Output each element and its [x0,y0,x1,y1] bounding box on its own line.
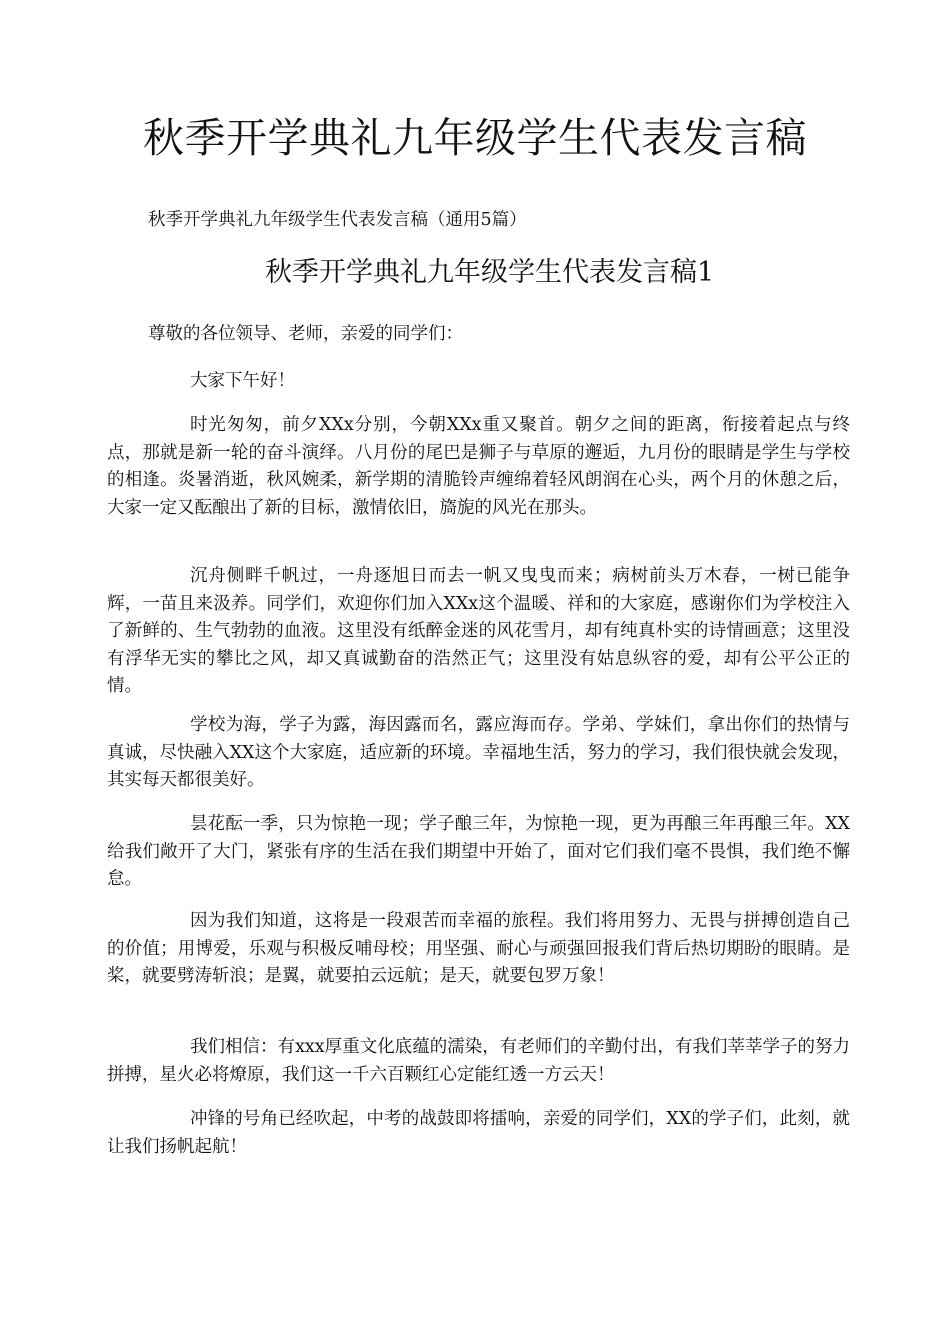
body-paragraph: 时光匆匆，前夕XXx分别，今朝XXx重又聚首。朝夕之间的距离，衔接着起点与终点，那就是新一轮的奋斗演绎。八月份的尾巴是狮子与草原的邂逅，九月份的眼睛是学生与学校的相逢。炎暑消逝，秋风婉柔，新学期的清脆铃声缠绵着轻风朗润在心头，两个月的休憩之后，大家一定又酝酿出了新的目标，激情依旧，旖旎的风光在那头。 [107,415,850,518]
section-heading: 秋季开学典礼九年级学生代表发言稿1 [265,257,715,288]
document-title: 秋季开学典礼九年级学生代表发言稿 [143,114,807,162]
body-paragraph: 沉舟侧畔千帆过，一舟逐旭日而去一帆又曳曳而来；病树前头万木春，一树已能争辉，一苗且来汲养。同学们，欢迎你们加入XXx这个温暖、祥和的大家庭，感谢你们为学校注入了新鲜的、生气勃勃的血液。这里没有纸醉金迷的风花雪月，却有纯真朴实的诗情画意；这里没有浮华无实的攀比之风，却又真诚勤奋的浩然正气；这里没有姑息纵容的爱，却有公平公正的情。 [107,566,850,696]
body-paragraph: 冲锋的号角已经吹起，中考的战鼓即将擂响，亲爱的同学们，XX的学子们，此刻，就让我们扬帆起航！ [107,1109,850,1157]
body-paragraph: 昙花酝一季，只为惊艳一现；学子酿三年，为惊艳一现，更为再酿三年再酿三年。XX给我们敞开了大门，紧张有序的生活在我们期望中开始了，面对它们我们毫不畏惧，我们绝不懈怠。 [107,814,850,889]
salutation: 尊敬的各位领导、老师，亲爱的同学们： [148,324,463,344]
document-subtitle: 秋季开学典礼九年级学生代表发言稿（通用5篇） [148,210,527,230]
body-paragraph: 因为我们知道，这将是一段艰苦而幸福的旅程。我们将用努力、无畏与拼搏创造自己的价值；用博爱，乐观与积极反哺母校；用坚强、耐心与顽强回报我们背后热切期盼的眼睛。是桨，就要劈涛斩浪；是翼，就要拍云远航；是天，就要包罗万象！ [107,911,850,986]
body-paragraph: 学校为海，学子为露，海因露而名，露应海而存。学弟、学妹们，拿出你们的热情与真诚，尽快融入XX这个大家庭，适应新的环境。幸福地生活，努力的学习，我们很快就会发现，其实每天都很美好。 [107,715,850,790]
body-paragraph: 我们相信：有xxx厚重文化底蕴的濡染，有老师们的辛勤付出，有我们莘莘学子的努力拼搏，星火必将燎原，我们这一千六百颗红心定能红透一方云天！ [107,1037,850,1085]
greeting: 大家下午好！ [190,371,295,391]
